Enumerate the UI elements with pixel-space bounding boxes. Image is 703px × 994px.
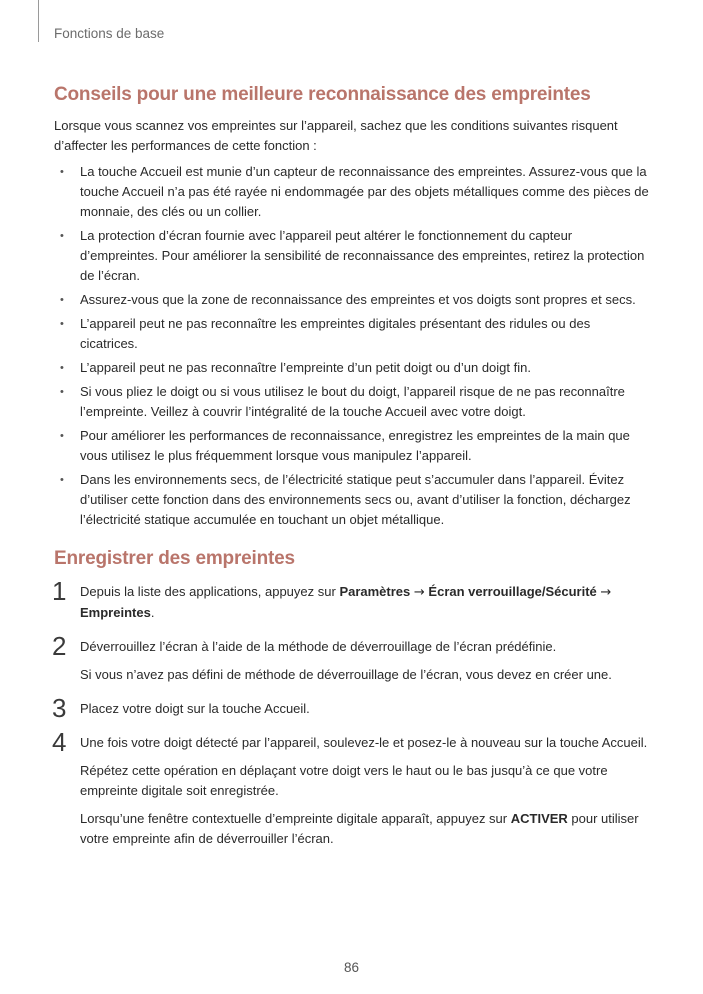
bullet-icon: • [60,386,64,398]
bullet-icon: • [60,230,64,242]
list-item: • La touche Accueil est munie d’un capteur de reconnaissance des empreintes. Assurez-vous que la touche Accueil n’a pas été rayée ni endommagée par des objets métalliques comme des pièces de monnaie, des clés ou un collier. [60,164,649,219]
menu-path-lockscreen: Écran verrouillage/Sécurité [428,584,597,599]
bullet-icon: • [60,166,64,178]
bullet-icon: • [60,294,64,306]
step-text: Déverrouillez l’écran à l’aide de la méthode de déverrouillage de l’écran prédéfinie. [80,639,557,654]
step-1 [52,576,650,623]
step-number: 3 [52,693,67,723]
activate-label: ACTIVER [510,811,568,826]
section-intro: Lorsque vous scannez vos empreintes sur l’appareil, sachez que les conditions suivantes risquent d’affecter les performances de cette fonction : [54,118,618,153]
section-title-register: Enregistrer des empreintes [54,548,295,569]
list-item: • Pour améliorer les performances de reconnaissance, enregistrez les empreintes de la main que vous utilisez le plus fréquemment lorsque vous manipulez l’appareil. [60,428,630,463]
step-4 [52,727,650,849]
page-content [54,84,650,863]
step-note: Si vous n’avez pas défini de méthode de déverrouillage de l’écran, vous devez en créer une. [80,667,612,682]
menu-path-fingerprints: Empreintes [80,605,151,620]
list-item: • Assurez-vous que la zone de reconnaissance des empreintes et vos doigts sont propres et secs. [54,290,650,310]
section-title-tips: Conseils pour une meilleure reconnaissance des empreintes [54,84,591,105]
running-header: Fonctions de base [54,26,165,41]
header-margin-rule [38,0,39,42]
list-item: • L’appareil peut ne pas reconnaître les empreintes digitales présentant des ridules ou des cicatrices. [60,316,591,351]
step-3 [52,693,650,723]
step-2 [52,631,650,685]
list-item: • Si vous pliez le doigt ou si vous utilisez le bout du doigt, l’appareil risque de ne pas reconnaître l’empreinte. Veillez à couvrir l’intégralité de la touche Accueil avec votre doigt. [60,384,625,419]
bullet-icon: • [60,362,64,374]
list-item: • La protection d’écran fournie avec l’appareil peut altérer le fonctionnement du capteur d’empreintes. Pour améliorer la sensibilité de reconnaissance des empreintes, retirez la protection de l’écran. [60,228,645,283]
step-text: Depuis la liste des applications, appuyez sur Paramètres → Écran verrouillage/Sécurité → Empreintes. [80,584,612,620]
page-number: 86 [343,960,360,975]
step-number: 4 [52,727,67,757]
step-note: Lorsqu’une fenêtre contextuelle d’empreinte digitale apparaît, appuyez sur ACTIVER pour utiliser votre empreinte afin de déverrouiller l’écran. [80,811,639,846]
step-number: 1 [52,576,67,606]
list-item: • Dans les environnements secs, de l’électricité statique peut s’accumuler dans l’appareil. Évitez d’utiliser cette fonction dans des environnements secs ou, avant d’utiliser la fonction, déchargez l’électricité statique accumulée en touchant un objet métallique. [60,472,631,527]
arrow-right-icon: → [600,585,612,600]
bullet-icon: • [60,430,64,442]
menu-path-settings: Paramètres [339,584,411,599]
bullet-icon: • [60,318,64,330]
step-note: Répétez cette opération en déplaçant votre doigt vers le haut ou le bas jusqu’à ce que votre empreinte digitale soit enregistrée. [80,763,608,798]
steps-list [52,576,650,849]
step-text: Placez votre doigt sur la touche Accueil. [80,701,310,716]
step-text: Une fois votre doigt détecté par l’appareil, soulevez-le et posez-le à nouveau sur la touche Accueil. [80,735,648,750]
arrow-right-icon: → [413,585,425,600]
bullet-icon: • [60,474,64,486]
step-number: 2 [52,631,67,661]
list-item: • L’appareil peut ne pas reconnaître l’empreinte d’un petit doigt ou d’un doigt fin. [54,358,650,378]
tips-list [54,162,650,530]
